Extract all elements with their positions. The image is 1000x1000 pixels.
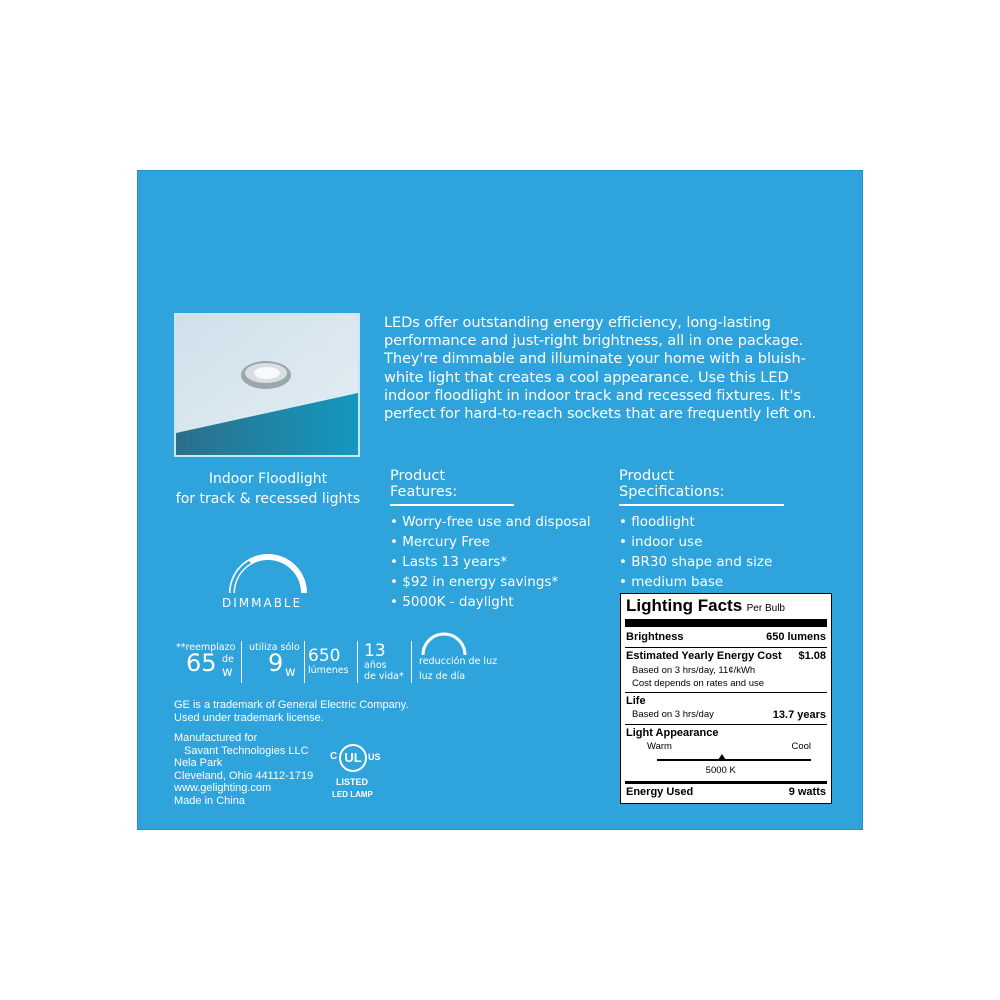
ul-led-lamp: LED LAMP (332, 790, 373, 799)
manufacturer-line-1: Manufactured for (174, 732, 258, 744)
dim-label-1: reducción de luz (419, 656, 498, 667)
specs-heading: Product Specifications: (619, 468, 784, 506)
years-value: 13 (364, 641, 386, 661)
dimming-arc-icon (419, 629, 469, 659)
lf-energy-value: 9 watts (788, 786, 826, 798)
spec-item: • indoor use (619, 532, 784, 552)
divider (241, 641, 242, 683)
manufacturer-line-2: Savant Technologies LLC (184, 744, 309, 757)
lf-cost-row (626, 650, 826, 662)
feature-item: • 5000K - daylight (390, 592, 591, 612)
lf-life-label: Life (626, 695, 646, 707)
lf-energy-row (626, 786, 826, 798)
product-specifications (619, 468, 784, 592)
feature-item: • Mercury Free (390, 532, 591, 552)
feature-item: • $92 in energy savings* (390, 572, 591, 592)
manufacturer-info (174, 732, 313, 808)
specs-list (619, 512, 784, 592)
package-panel (137, 170, 863, 830)
trademark-notice (174, 699, 409, 724)
lf-appearance-scale-labels (647, 741, 811, 752)
ul-c: C (330, 751, 338, 762)
feature-item: • Lasts 13 years* (390, 552, 591, 572)
years-label-2: de vida* (364, 671, 404, 682)
uses-unit: w (285, 665, 296, 680)
spec-item: • BR30 shape and size (619, 552, 784, 572)
manufacturer-line-6: Made in China (174, 794, 245, 807)
lf-brightness-value: 650 lumens (766, 631, 826, 643)
lf-life-row (632, 709, 826, 721)
ul-logo: UL (339, 744, 367, 772)
manufacturer-line-3: Nela Park (174, 757, 223, 770)
replaces-unit: w (222, 665, 233, 680)
lf-life-value: 13.7 years (772, 709, 826, 721)
lf-cool: Cool (791, 741, 811, 752)
lf-cost-value: $1.08 (798, 650, 826, 662)
lighting-facts-label (620, 593, 832, 804)
uses-label: utiliza sólo (249, 642, 300, 653)
lf-brightness-row (626, 631, 826, 643)
lf-cost-label: Estimated Yearly Energy Cost (626, 650, 782, 662)
lf-cost-note-2: Cost depends on rates and use (632, 678, 765, 689)
lumens-label: lúmenes (308, 665, 349, 676)
lf-appearance-scale (657, 759, 811, 761)
lf-cost-note-1: Based on 3 hrs/day, 11¢/kWh (632, 665, 756, 676)
spec-item: • medium base (619, 572, 784, 592)
years-label-1: años (364, 660, 387, 671)
manufacturer-line-4: Cleveland, Ohio 44112-1719 (174, 769, 314, 782)
lf-rule (625, 692, 827, 693)
lf-energy-label: Energy Used (626, 786, 694, 798)
spec-item: • floodlight (619, 512, 784, 532)
lf-appearance-value: 5000 K (705, 765, 736, 776)
photo-caption (168, 469, 368, 509)
replaces-de: de (222, 654, 234, 665)
lf-brightness-label: Brightness (626, 631, 684, 643)
lumens-value: 650 (308, 646, 341, 666)
lf-appearance-label: Light Appearance (626, 727, 719, 739)
lf-rule (625, 647, 827, 648)
lf-appearance-marker (718, 754, 726, 760)
recessed-light-photo (174, 313, 360, 457)
lf-title-row (626, 596, 826, 616)
feature-item: • Worry-free use and disposal (390, 512, 591, 532)
dim-label-2: luz de día (419, 671, 466, 682)
lf-warm: Warm (647, 741, 672, 752)
replaces-value: 65 (186, 649, 217, 677)
divider (304, 641, 305, 683)
ul-us: US (368, 752, 381, 762)
dimmable-label: DIMMABLE (222, 596, 303, 610)
lf-per-bulb: Per Bulb (746, 603, 785, 614)
ul-listed: LISTED (336, 777, 369, 787)
features-list (390, 512, 591, 612)
ul-listed-mark (330, 743, 390, 803)
manufacturer-website: www.gelighting.com (174, 782, 272, 795)
lf-rule (625, 781, 827, 784)
product-description: LEDs offer outstanding energy efficiency, long-lasting performance and just-right brightness, all in one package. They're dimmable and illuminate your home with a bluish-white light that creates a cool appearance. Use this LED indoor floodlight in indoor track and recessed fixtures. It's perfect for hard-to-reach sockets that are frequently left on. (384, 314, 817, 423)
caption-line-2: for track & recessed lights (175, 491, 361, 507)
caption-line-1: Indoor Floodlight (208, 471, 328, 487)
lf-life-note: Based on 3 hrs/day (632, 709, 714, 720)
lf-rule (625, 724, 827, 725)
divider (357, 641, 358, 683)
replaces-label: **reemplazo (176, 642, 236, 653)
trademark-line-1: GE is a trademark of General Electric Company. (174, 699, 409, 711)
divider (411, 641, 412, 683)
product-features (390, 468, 591, 612)
lf-thick-rule (625, 619, 827, 627)
lf-title: Lighting Facts (626, 596, 743, 615)
uses-value: 9 (268, 649, 284, 677)
trademark-line-2: Used under trademark license. (174, 711, 324, 724)
features-heading: Product Features: (390, 468, 514, 506)
